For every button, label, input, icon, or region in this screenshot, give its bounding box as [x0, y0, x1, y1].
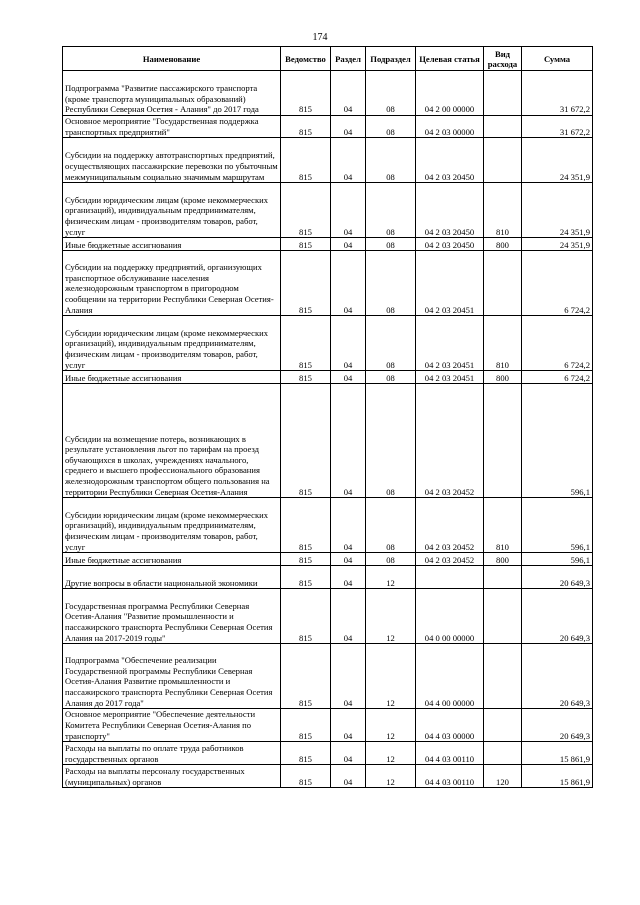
table-cell-expense: 810: [484, 498, 522, 553]
table-cell-subsection: 12: [366, 589, 416, 644]
table-cell-section: 04: [331, 765, 366, 788]
table-cell-sum: 24 351,9: [522, 238, 593, 251]
table-cell-name: Субсидии на поддержку автотранспортных предприятий, осуществляющих пассажирские перевозки по убыточным межмуниципальным социально значимым маршрутам: [63, 138, 281, 183]
table-cell-expense: 800: [484, 371, 522, 384]
table-cell-dept: 815: [281, 589, 331, 644]
table-cell-target: 04 2 03 20452: [416, 498, 484, 553]
table-cell-dept: 815: [281, 251, 331, 316]
table-header-row: [63, 47, 593, 71]
column-header-sum: Сумма: [522, 47, 593, 71]
table-cell-sum: 20 649,3: [522, 566, 593, 589]
table-cell-section: 04: [331, 742, 366, 765]
table-cell-name: Субсидии на поддержку предприятий, организующих транспортное обслуживание населения железнодорожным транспортом в пригородном сообщении на территории Республики Северная Осетия-Алания: [63, 251, 281, 316]
table-row: [63, 765, 593, 788]
table-cell-sum: 15 861,9: [522, 742, 593, 765]
table-cell-target: 04 4 03 00110: [416, 742, 484, 765]
table-cell-sum: 596,1: [522, 498, 593, 553]
table-cell-expense: 800: [484, 238, 522, 251]
table-cell-dept: 815: [281, 138, 331, 183]
table-cell-target: 04 2 03 20451: [416, 371, 484, 384]
table-cell-sum: 31 672,2: [522, 71, 593, 116]
table-cell-dept: 815: [281, 371, 331, 384]
table-cell-dept: 815: [281, 709, 331, 742]
table-cell-sum: 6 724,2: [522, 316, 593, 371]
table-cell-name: Расходы на выплаты по оплате труда работников государственных органов: [63, 742, 281, 765]
table-cell-dept: 815: [281, 183, 331, 238]
table-cell-name: Расходы на выплаты персоналу государственных (муниципальных) органов: [63, 765, 281, 788]
table-row: [63, 251, 593, 316]
table-cell-sum: 6 724,2: [522, 251, 593, 316]
table-cell-sum: 24 351,9: [522, 138, 593, 183]
table-cell-subsection: 12: [366, 742, 416, 765]
table-cell-dept: 815: [281, 116, 331, 138]
table-row: [63, 116, 593, 138]
table-cell-name: Субсидии юридическим лицам (кроме некоммерческих организаций), индивидуальным предпринимателям, физическим лицам - производителям товаров, работ, услуг: [63, 316, 281, 371]
table-cell-name: Субсидии юридическим лицам (кроме некоммерческих организаций), индивидуальным предпринимателям, физическим лицам - производителям товаров, работ, услуг: [63, 183, 281, 238]
table-cell-target: 04 4 00 00000: [416, 644, 484, 709]
table-cell-section: 04: [331, 138, 366, 183]
table-cell-subsection: 08: [366, 116, 416, 138]
table-cell-target: 04 2 03 20450: [416, 183, 484, 238]
table-cell-section: 04: [331, 709, 366, 742]
column-header-expense: Вид расхода: [484, 47, 522, 71]
table-cell-subsection: 12: [366, 644, 416, 709]
table-cell-subsection: 08: [366, 238, 416, 251]
table-cell-name: Иные бюджетные ассигнования: [63, 553, 281, 566]
table-cell-expense: [484, 71, 522, 116]
table-cell-subsection: 08: [366, 183, 416, 238]
table-cell-dept: 815: [281, 566, 331, 589]
table-cell-expense: [484, 384, 522, 498]
table-cell-expense: [484, 116, 522, 138]
table-cell-target: 04 4 03 00110: [416, 765, 484, 788]
table-cell-subsection: 08: [366, 498, 416, 553]
table-cell-target: 04 2 03 20451: [416, 316, 484, 371]
table-cell-subsection: 08: [366, 371, 416, 384]
column-header-target: Целевая статья: [416, 47, 484, 71]
table-cell-section: 04: [331, 116, 366, 138]
table-cell-section: 04: [331, 251, 366, 316]
table-cell-subsection: 12: [366, 566, 416, 589]
table-cell-section: 04: [331, 238, 366, 251]
table-cell-name: Субсидии на возмещение потерь, возникающих в результате установления льгот по тарифам на проезд обучающихся в школах, учреждениях начального, среднего и высшего профессионального образования железнодорожным транспортом общего пользования на территории Республики Северная Осетия-Алания: [63, 384, 281, 498]
table-cell-target: 04 2 03 20451: [416, 251, 484, 316]
table-cell-section: 04: [331, 498, 366, 553]
table-cell-dept: 815: [281, 238, 331, 251]
table-row: [63, 589, 593, 644]
table-cell-section: 04: [331, 316, 366, 371]
table-cell-expense: 810: [484, 183, 522, 238]
table-cell-sum: 20 649,3: [522, 644, 593, 709]
table-cell-target: 04 4 03 00000: [416, 709, 484, 742]
column-header-subsection: Подраздел: [366, 47, 416, 71]
table-cell-expense: 120: [484, 765, 522, 788]
table-cell-target: 04 2 00 00000: [416, 71, 484, 116]
table-cell-subsection: 08: [366, 553, 416, 566]
table-cell-subsection: 08: [366, 384, 416, 498]
table-cell-section: 04: [331, 71, 366, 116]
table-cell-target: 04 2 03 20452: [416, 553, 484, 566]
table-row: [63, 371, 593, 384]
table-cell-expense: [484, 138, 522, 183]
table-cell-target: 04 2 03 20450: [416, 138, 484, 183]
table-row: [63, 316, 593, 371]
table-cell-dept: 815: [281, 384, 331, 498]
table-cell-section: 04: [331, 589, 366, 644]
table-cell-section: 04: [331, 371, 366, 384]
table-cell-name: Другие вопросы в области национальной экономики: [63, 566, 281, 589]
table-cell-sum: 31 672,2: [522, 116, 593, 138]
table-cell-expense: [484, 644, 522, 709]
table-row: [63, 71, 593, 116]
table-cell-sum: 596,1: [522, 553, 593, 566]
table-cell-sum: 15 861,9: [522, 765, 593, 788]
table-cell-expense: 810: [484, 316, 522, 371]
table-cell-subsection: 08: [366, 251, 416, 316]
table-cell-target: 04 0 00 00000: [416, 589, 484, 644]
table-cell-expense: [484, 709, 522, 742]
table-cell-target: 04 2 03 00000: [416, 116, 484, 138]
table-cell-name: Иные бюджетные ассигнования: [63, 238, 281, 251]
table-cell-dept: 815: [281, 765, 331, 788]
table-cell-dept: 815: [281, 71, 331, 116]
table-row: [63, 238, 593, 251]
table-cell-expense: [484, 251, 522, 316]
table-cell-target: 04 2 03 20450: [416, 238, 484, 251]
table-cell-name: Основное мероприятие "Обеспечение деятельности Комитета Республики Северная Осетия-Алания по транспорту": [63, 709, 281, 742]
table-cell-section: 04: [331, 566, 366, 589]
table-cell-subsection: 08: [366, 71, 416, 116]
table-cell-name: Субсидии юридическим лицам (кроме некоммерческих организаций), индивидуальным предпринимателям, физическим лицам - производителям товаров, работ, услуг: [63, 498, 281, 553]
table-cell-sum: 6 724,2: [522, 371, 593, 384]
table-row: [63, 566, 593, 589]
table-cell-subsection: 08: [366, 138, 416, 183]
page-number: 174: [312, 32, 328, 43]
table-cell-name: Государственная программа Республики Северная Осетия-Алания "Развитие промышленности и пассажирского транспорта Республики Северная Осетия Алания на 2017-2019 годы": [63, 589, 281, 644]
table-row: [63, 742, 593, 765]
table-cell-section: 04: [331, 183, 366, 238]
table-body: [63, 71, 593, 788]
table-cell-sum: 24 351,9: [522, 183, 593, 238]
table-cell-section: 04: [331, 553, 366, 566]
column-header-dept: Ведомство: [281, 47, 331, 71]
table-cell-section: 04: [331, 384, 366, 498]
table-cell-subsection: 12: [366, 709, 416, 742]
table-cell-dept: 815: [281, 316, 331, 371]
table-cell-dept: 815: [281, 644, 331, 709]
table-cell-dept: 815: [281, 553, 331, 566]
budget-table: [62, 46, 593, 788]
table-cell-dept: 815: [281, 742, 331, 765]
table-row: [63, 553, 593, 566]
table-cell-name: Подпрограмма "Обеспечение реализации Государственной программы Республики Северная Осетия-Алания Развитие промышленности и пассажирского транспорта Республики Северная Осетия Алания до 2017 года": [63, 644, 281, 709]
table-row: [63, 384, 593, 498]
table-row: [63, 709, 593, 742]
table-cell-name: Иные бюджетные ассигнования: [63, 371, 281, 384]
column-header-section: Раздел: [331, 47, 366, 71]
table-cell-name: Подпрограмма "Развитие пассажирского транспорта (кроме транспорта муниципальных образований) Республики Северная Осетия - Алания" до 2017 года: [63, 71, 281, 116]
table-row: [63, 644, 593, 709]
table-cell-name: Основное мероприятие "Государственная поддержка транспортных предприятий": [63, 116, 281, 138]
table-row: [63, 183, 593, 238]
table-cell-sum: 20 649,3: [522, 589, 593, 644]
table-cell-sum: 20 649,3: [522, 709, 593, 742]
table-cell-target: 04 2 03 20452: [416, 384, 484, 498]
table-row: [63, 498, 593, 553]
table-cell-expense: 800: [484, 553, 522, 566]
table-cell-subsection: 08: [366, 316, 416, 371]
table-row: [63, 138, 593, 183]
table-cell-expense: [484, 742, 522, 765]
table-cell-expense: [484, 566, 522, 589]
column-header-name: Наименование: [63, 47, 281, 71]
table-cell-sum: 596,1: [522, 384, 593, 498]
table-cell-subsection: 12: [366, 765, 416, 788]
table-cell-dept: 815: [281, 498, 331, 553]
table-cell-target: [416, 566, 484, 589]
table-cell-expense: [484, 589, 522, 644]
table-cell-section: 04: [331, 644, 366, 709]
